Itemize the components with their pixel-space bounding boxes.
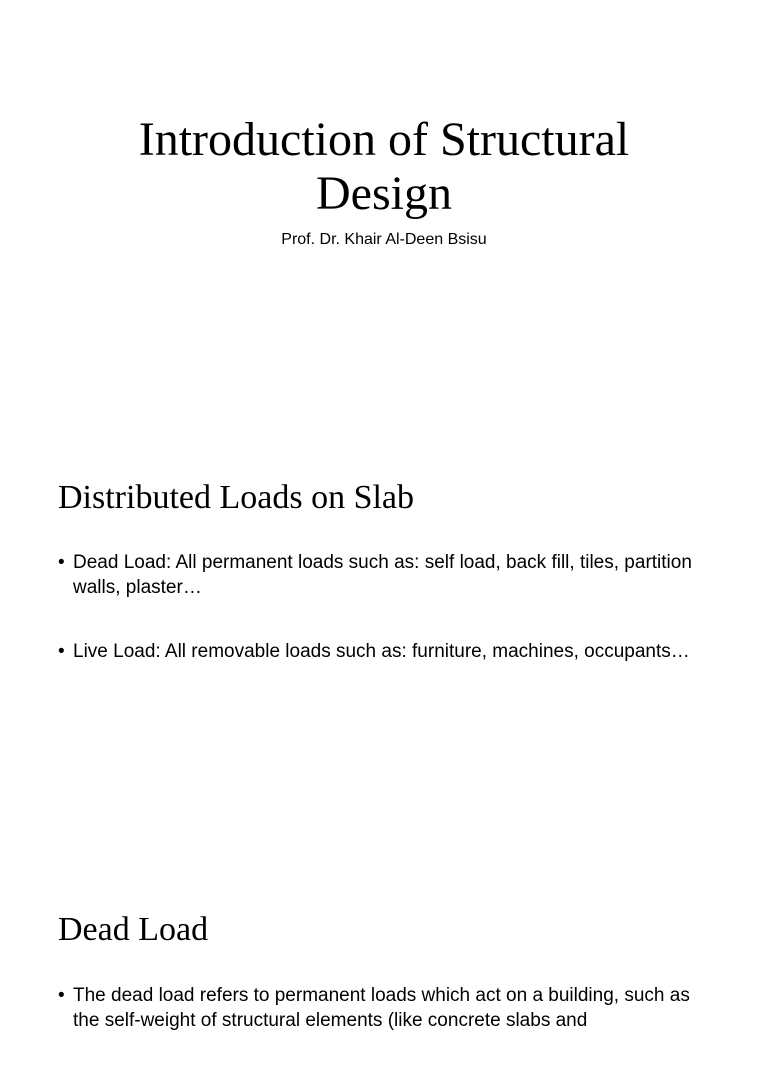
dead-load-bullet-text: Dead Load: All permanent loads such as: self load, back fill, tiles, partition walls, plaster… xyxy=(73,552,692,598)
live-load-bullet-text: Live Load: All removable loads such as: furniture, machines, occupants… xyxy=(73,641,690,662)
distributed-loads-heading: Distributed Loads on Slab xyxy=(58,479,415,516)
bullet-icon: • xyxy=(58,641,65,662)
dead-load-heading: Dead Load xyxy=(58,911,209,948)
dead-load-definition-text: The dead load refers to permanent loads which act on a building, such as the self-weight of structural elements (like concrete slabs and xyxy=(73,985,690,1031)
dead-load-list xyxy=(58,983,718,1072)
list-item xyxy=(58,983,718,1033)
list-item xyxy=(58,550,718,600)
presenter-name: Prof. Dr. Khair Al-Deen Bsisu xyxy=(281,231,487,248)
bullet-icon: • xyxy=(58,552,65,573)
bullet-icon: • xyxy=(58,985,65,1006)
list-item xyxy=(58,639,718,664)
presentation-title: Introduction of Structural Design xyxy=(138,113,630,220)
distributed-loads-list xyxy=(58,550,718,703)
